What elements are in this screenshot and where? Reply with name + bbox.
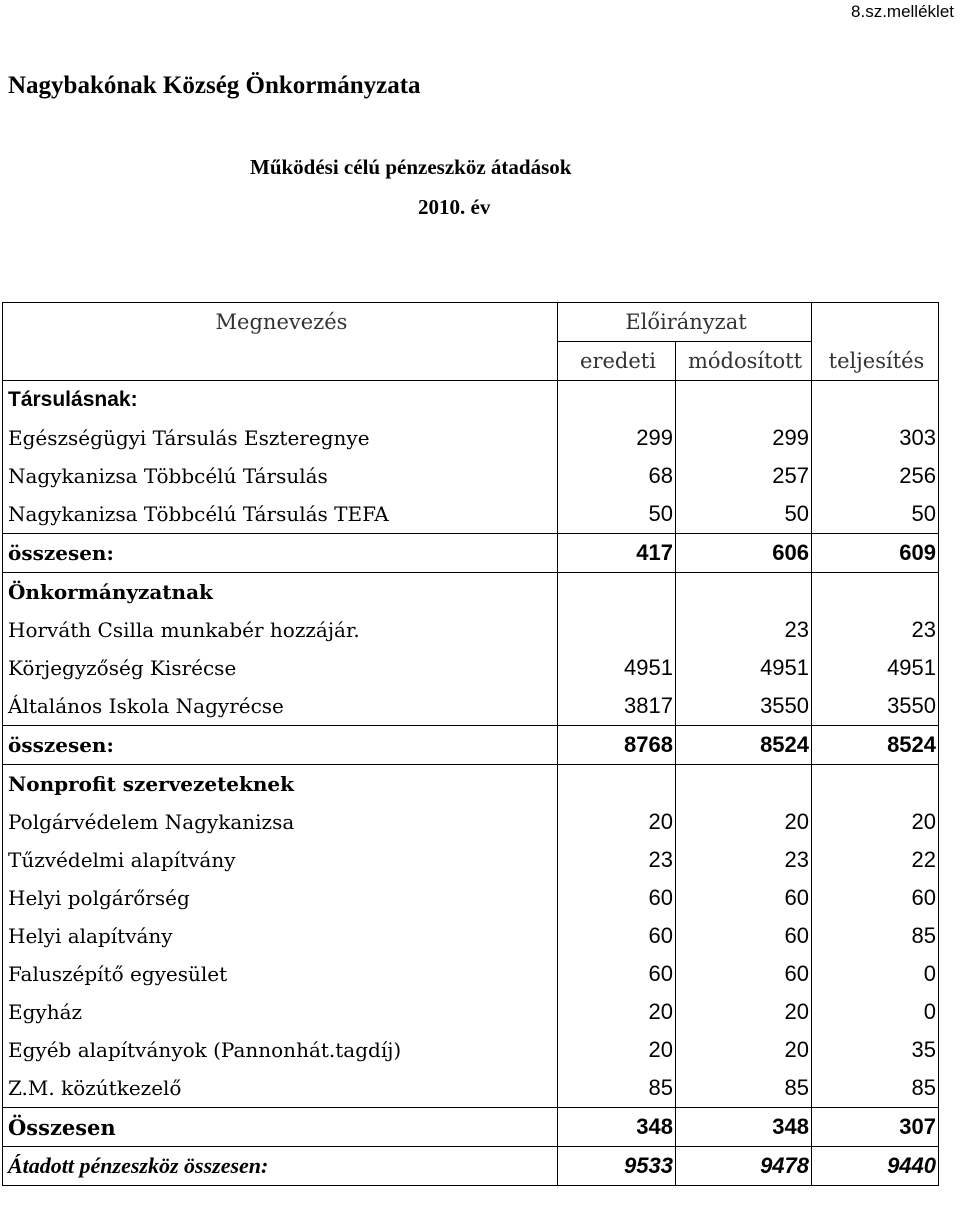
- subtotal-label: összesen:: [3, 726, 558, 765]
- subtotal-modified: 8524: [676, 726, 812, 765]
- row-name: Általános Iskola Nagyrécse: [3, 687, 558, 726]
- table-row: [3, 955, 939, 993]
- row-original: 20: [558, 803, 676, 841]
- table-row: [3, 879, 939, 917]
- row-actual: 0: [812, 993, 939, 1031]
- row-original: 85: [558, 1069, 676, 1108]
- row-name: Polgárvédelem Nagykanizsa: [3, 803, 558, 841]
- row-modified: 20: [676, 993, 812, 1031]
- row-modified: 60: [676, 955, 812, 993]
- row-name: Egyház: [3, 993, 558, 1031]
- table-row: [3, 1031, 939, 1069]
- header-budget: Előirányzat: [558, 303, 812, 342]
- row-actual: 50: [812, 495, 939, 534]
- header-modified: módosított: [676, 342, 812, 381]
- section-title: Nonprofit szervezeteknek: [3, 765, 558, 804]
- table-row: [3, 611, 939, 649]
- subtotal-actual: 609: [812, 534, 939, 573]
- subtotal-original: 417: [558, 534, 676, 573]
- row-actual: 85: [812, 917, 939, 955]
- row-actual: 60: [812, 879, 939, 917]
- row-actual: 22: [812, 841, 939, 879]
- header-actual: teljesítés: [812, 342, 939, 381]
- row-modified: 85: [676, 1069, 812, 1108]
- row-actual: 3550: [812, 687, 939, 726]
- row-modified: 257: [676, 457, 812, 495]
- subtotal-row: [3, 1108, 939, 1147]
- row-original: 3817: [558, 687, 676, 726]
- header-name: Megnevezés: [3, 303, 558, 342]
- row-modified: 3550: [676, 687, 812, 726]
- row-modified: 50: [676, 495, 812, 534]
- row-name: Helyi polgárőrség: [3, 879, 558, 917]
- row-modified: 60: [676, 879, 812, 917]
- subtotal-label: összesen:: [3, 534, 558, 573]
- table-row: [3, 841, 939, 879]
- annex-label: 8.sz.melléklet: [851, 2, 954, 21]
- table-row: [3, 1069, 939, 1108]
- row-name: Nagykanizsa Többcélú Társulás: [3, 457, 558, 495]
- section-title-row: [3, 573, 939, 612]
- grand-total-label: Átadott pénzeszköz összesen:: [3, 1147, 558, 1186]
- grand-total-modified: 9478: [676, 1147, 812, 1186]
- section-title-row: [3, 765, 939, 804]
- row-original: 299: [558, 419, 676, 457]
- row-actual: 256: [812, 457, 939, 495]
- section-title: Önkormányzatnak: [3, 573, 558, 612]
- row-modified: 299: [676, 419, 812, 457]
- subtotal-label: Összesen: [3, 1108, 558, 1147]
- table-row: [3, 687, 939, 726]
- subtotal-modified: 606: [676, 534, 812, 573]
- table-row: [3, 803, 939, 841]
- row-modified: 23: [676, 611, 812, 649]
- row-original: 50: [558, 495, 676, 534]
- row-actual: 4951: [812, 649, 939, 687]
- header-blank: [3, 342, 558, 381]
- row-name: Z.M. közútkezelő: [3, 1069, 558, 1108]
- row-name: Körjegyzőség Kisrécse: [3, 649, 558, 687]
- row-actual: 35: [812, 1031, 939, 1069]
- subtotal-original: 8768: [558, 726, 676, 765]
- header-original: eredeti: [558, 342, 676, 381]
- subtotal-row: [3, 534, 939, 573]
- table-row: [3, 495, 939, 534]
- row-modified: 20: [676, 803, 812, 841]
- header-empty: [812, 303, 939, 342]
- document-year: 2010. év: [418, 195, 491, 219]
- subtotal-actual: 307: [812, 1108, 939, 1147]
- table-row: [3, 993, 939, 1031]
- row-name: Horváth Csilla munkabér hozzájár.: [3, 611, 558, 649]
- grand-total-actual: 9440: [812, 1147, 939, 1186]
- section-title-row: [3, 381, 939, 420]
- header-row-1: [3, 303, 939, 342]
- organization-title: Nagybakónak Község Önkormányzata: [8, 72, 421, 99]
- row-name: Helyi alapítvány: [3, 917, 558, 955]
- row-modified: 60: [676, 917, 812, 955]
- table-row: [3, 419, 939, 457]
- document-subtitle: Működési célú pénzeszköz átadások: [250, 155, 572, 179]
- subtotal-modified: 348: [676, 1108, 812, 1147]
- row-original: 60: [558, 879, 676, 917]
- row-name: Nagykanizsa Többcélú Társulás TEFA: [3, 495, 558, 534]
- subtotal-row: [3, 726, 939, 765]
- row-original: 20: [558, 1031, 676, 1069]
- row-original: 60: [558, 917, 676, 955]
- subtotal-actual: 8524: [812, 726, 939, 765]
- row-actual: 0: [812, 955, 939, 993]
- row-actual: 303: [812, 419, 939, 457]
- row-modified: 4951: [676, 649, 812, 687]
- subtotal-original: 348: [558, 1108, 676, 1147]
- row-original: [558, 611, 676, 649]
- header-row-2: [3, 342, 939, 381]
- row-original: 4951: [558, 649, 676, 687]
- row-original: 23: [558, 841, 676, 879]
- row-original: 68: [558, 457, 676, 495]
- row-original: 60: [558, 955, 676, 993]
- row-name: Faluszépítő egyesület: [3, 955, 558, 993]
- table-row: [3, 649, 939, 687]
- row-name: Egyéb alapítványok (Pannonhát.tagdíj): [3, 1031, 558, 1069]
- section-title: Társulásnak:: [3, 381, 558, 420]
- grand-total-row: [3, 1147, 939, 1186]
- row-original: 20: [558, 993, 676, 1031]
- grand-total-original: 9533: [558, 1147, 676, 1186]
- row-name: Egészségügyi Társulás Eszteregnye: [3, 419, 558, 457]
- row-actual: 23: [812, 611, 939, 649]
- transfers-table: [2, 302, 939, 1186]
- row-modified: 20: [676, 1031, 812, 1069]
- row-actual: 20: [812, 803, 939, 841]
- row-modified: 23: [676, 841, 812, 879]
- row-actual: 85: [812, 1069, 939, 1108]
- table-row: [3, 917, 939, 955]
- row-name: Tűzvédelmi alapítvány: [3, 841, 558, 879]
- table-row: [3, 457, 939, 495]
